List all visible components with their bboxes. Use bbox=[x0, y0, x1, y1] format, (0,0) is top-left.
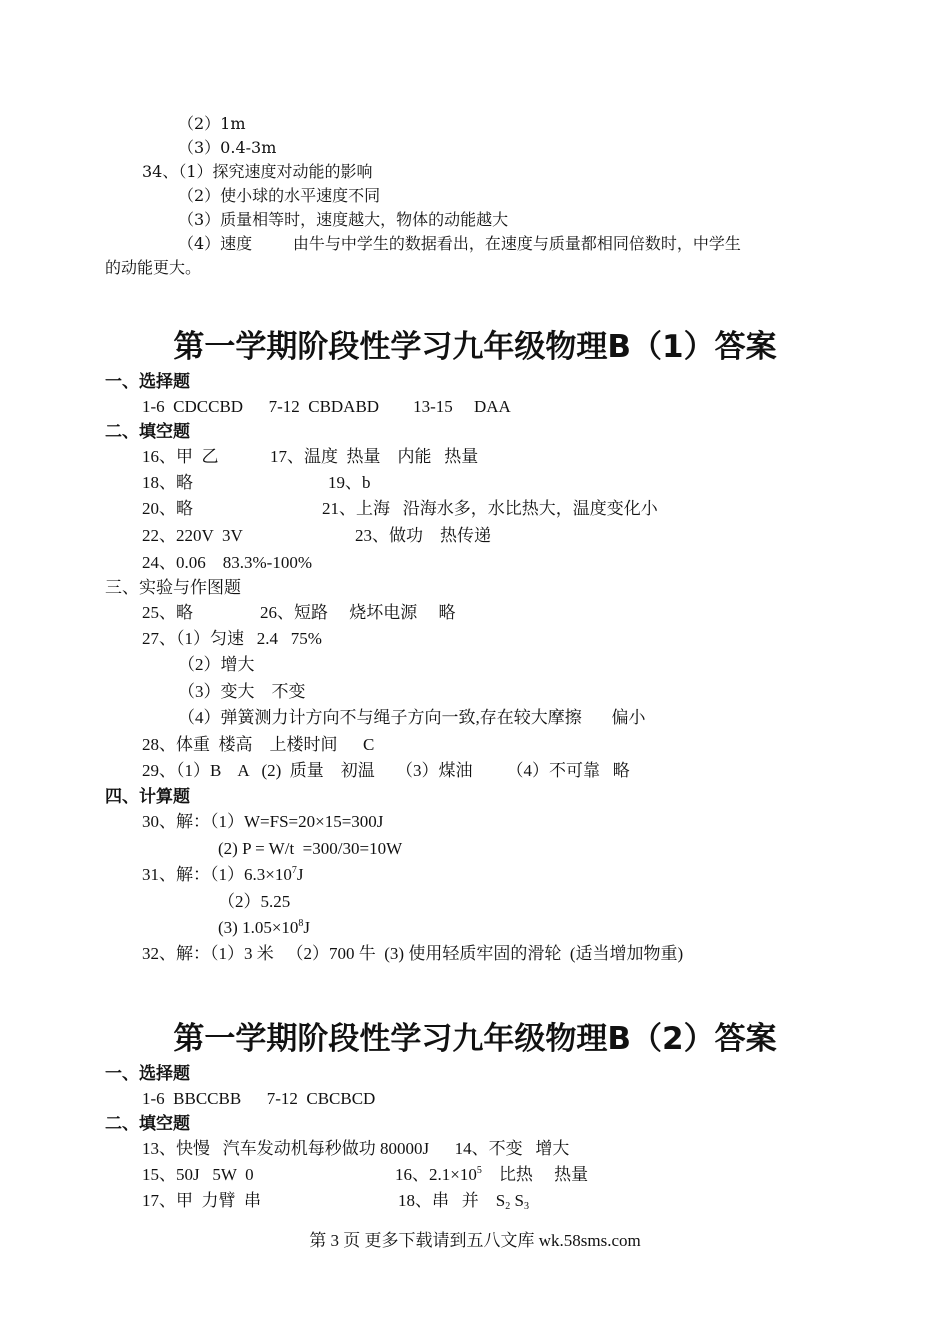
answer-text: 18、串 并 S bbox=[398, 1191, 506, 1210]
answer-line: （2）增大 bbox=[178, 655, 255, 674]
section-heading-choice: 一、选择题 bbox=[105, 1064, 190, 1083]
answer-line: （3）变大 不变 bbox=[178, 682, 306, 701]
answer-33-2: （2）1m bbox=[178, 114, 246, 133]
page-title-b2: 第一学期阶段性学习九年级物理B（2）答案 bbox=[173, 1021, 777, 1057]
answer-line: (2) P = W/t =300/30=10W bbox=[218, 839, 403, 858]
answer-line: 27、（1）匀速 2.4 75% bbox=[142, 629, 322, 648]
exponent: 8 bbox=[298, 918, 304, 929]
section-heading-calc: 四、计算题 bbox=[105, 787, 190, 806]
subscript: 2 bbox=[505, 1201, 511, 1212]
answer-line: 18、略 bbox=[142, 473, 193, 492]
subscript: 3 bbox=[523, 1201, 529, 1212]
answer-line: 32、解：（1）3 米 （2）700 牛 (3) 使用轻质牢固的滑轮 (适当增加物重) bbox=[142, 944, 684, 963]
section-heading-experiment: 三、实验与作图题 bbox=[105, 578, 241, 597]
answer-34-4-cont: 的动能更大。 bbox=[105, 258, 202, 277]
answer-line: 23、做功 热传递 bbox=[355, 526, 491, 545]
answer-line: 15、50J 5W 0 bbox=[142, 1165, 254, 1184]
exponent: 5 bbox=[476, 1165, 482, 1176]
answer-line: 16、甲 乙 bbox=[142, 447, 219, 466]
unit: J bbox=[303, 918, 311, 937]
exponent: 7 bbox=[291, 865, 297, 876]
answer-line: 17、甲 力臂 串 bbox=[142, 1191, 261, 1210]
page-title-b1: 第一学期阶段性学习九年级物理B（1）答案 bbox=[173, 329, 777, 365]
unit: J bbox=[296, 865, 304, 884]
section-heading-fill: 二、填空题 bbox=[105, 422, 190, 441]
answer-line: （4）弹簧测力计方向不与绳子方向一致,存在较大摩擦 偏小 bbox=[178, 708, 646, 727]
answer-34-4: （4）速度 由牛与中学生的数据看出，在速度与质量都相同倍数时，中学生 bbox=[178, 234, 741, 253]
answer-line: （2）5.25 bbox=[218, 892, 291, 911]
answer-line bbox=[218, 917, 310, 939]
answer-34-1: 34、（1）探究速度对动能的影响 bbox=[142, 162, 373, 181]
answer-line bbox=[142, 864, 303, 886]
answer-34-2: （2）使小球的水平速度不同 bbox=[178, 186, 381, 205]
answer-text: 16、2.1×10 bbox=[395, 1165, 477, 1184]
answer-line: 21、上海 沿海水多，水比热大，温度变化小 bbox=[322, 499, 658, 518]
answer-line: 1-6 BBCCBB 7-12 CBCBCD bbox=[142, 1089, 376, 1108]
answer-line: 1-6 CDCCBD 7-12 CBDABD 13-15 DAA bbox=[142, 397, 511, 416]
answer-text: S bbox=[510, 1191, 524, 1210]
answer-line: 20、略 bbox=[142, 499, 193, 518]
answer-line: 30、解：（1）W=FS=20×15=300J bbox=[142, 812, 384, 831]
answer-line: 19、b bbox=[328, 473, 371, 492]
answer-text: 31、解：（1）6.3×10 bbox=[142, 865, 292, 884]
answer-line: 24、0.06 83.3%-100% bbox=[142, 553, 312, 572]
section-heading-choice: 一、选择题 bbox=[105, 372, 190, 391]
answer-line: 28、体重 楼高 上楼时间 C bbox=[142, 735, 375, 754]
answer-line bbox=[395, 1164, 588, 1186]
answer-line: 26、短路 烧坏电源 略 bbox=[260, 603, 456, 622]
answer-line: 29、（1）B A (2) 质量 初温 （3）煤油 （4）不可靠 略 bbox=[142, 761, 630, 780]
answer-33-3: （3）0.4-3m bbox=[178, 138, 277, 157]
answer-line: 13、快慢 汽车发动机每秒做功 80000J 14、不变 增大 bbox=[142, 1139, 570, 1158]
answer-34-3: （3）质量相等时，速度越大，物体的动能越大 bbox=[178, 210, 509, 229]
answer-line: 22、220V 3V bbox=[142, 526, 243, 545]
answer-line bbox=[398, 1190, 529, 1212]
page-footer: 第 3 页 更多下载请到五八文库 wk.58sms.com bbox=[309, 1231, 641, 1250]
answer-text: (3) 1.05×10 bbox=[218, 918, 299, 937]
answer-text: 比热 热量 bbox=[481, 1165, 589, 1184]
section-heading-fill: 二、填空题 bbox=[105, 1114, 190, 1133]
answer-line: 25、略 bbox=[142, 603, 193, 622]
answer-line: 17、温度 热量 内能 热量 bbox=[270, 447, 479, 466]
